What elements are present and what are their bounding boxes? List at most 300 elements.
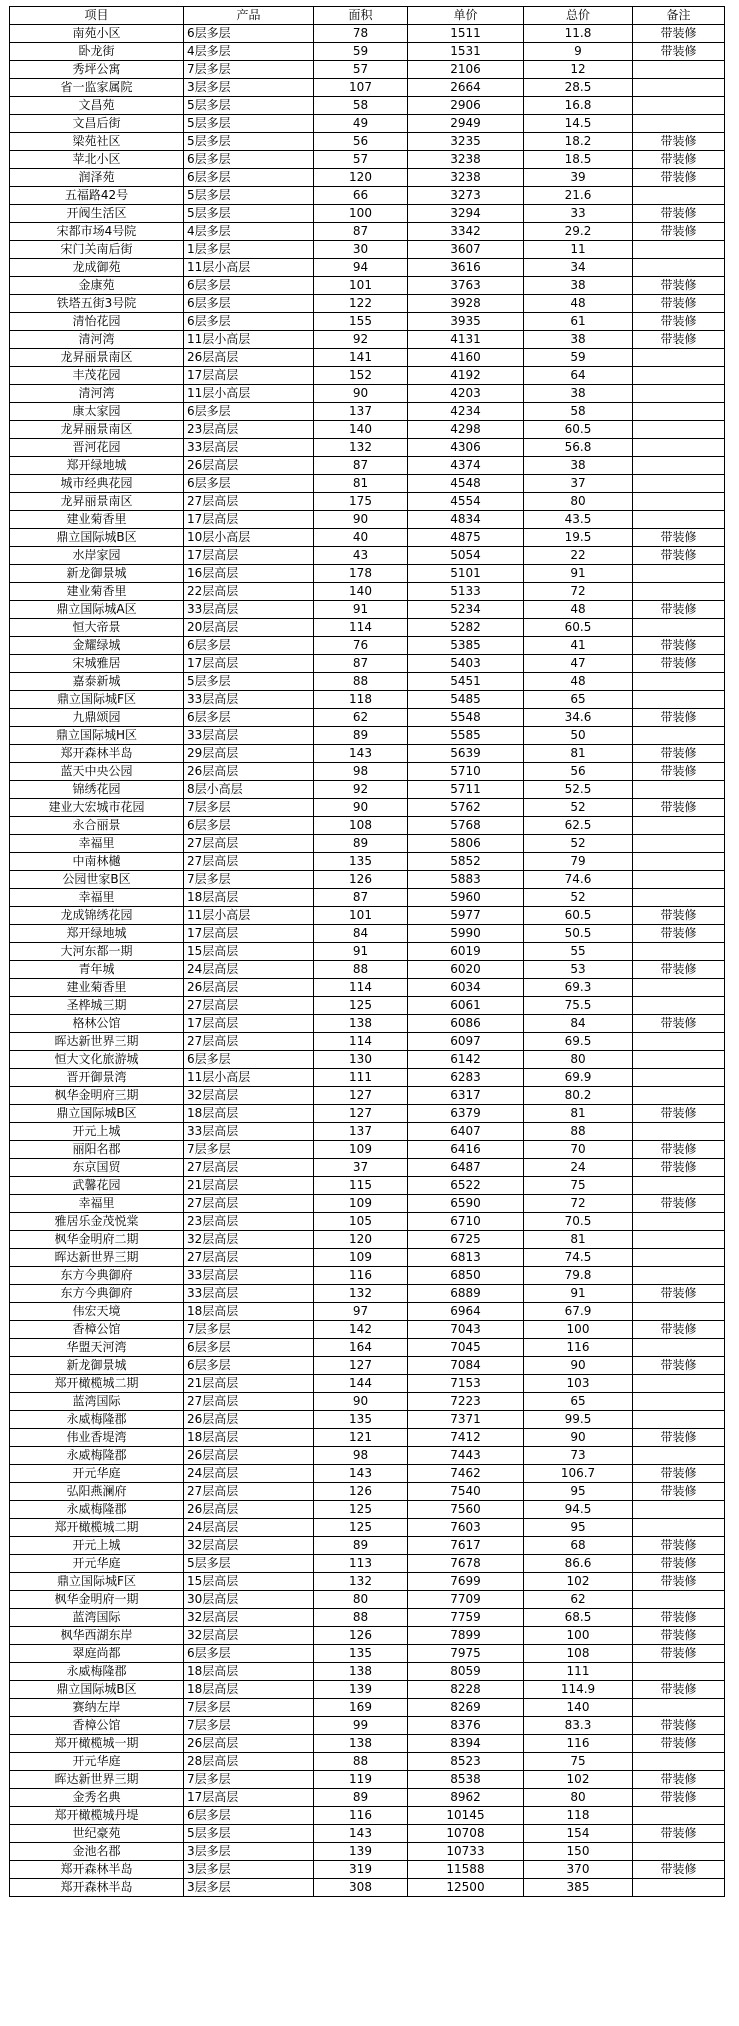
- project-cell: 晖达新世界三期: [10, 1249, 184, 1267]
- project-cell: 武馨花园: [10, 1177, 184, 1195]
- total-price-cell: 72: [524, 583, 633, 601]
- project-cell: 晖达新世界三期: [10, 1771, 184, 1789]
- remark-cell: [633, 439, 725, 457]
- product-cell: 27层高层: [184, 997, 314, 1015]
- unit-price-cell: 7709: [408, 1591, 524, 1609]
- unit-price-cell: 10708: [408, 1825, 524, 1843]
- unit-price-cell: 5234: [408, 601, 524, 619]
- product-cell: 3层多层: [184, 79, 314, 97]
- total-price-cell: 72: [524, 1195, 633, 1213]
- remark-cell: 带装修: [633, 295, 725, 313]
- unit-price-cell: 6522: [408, 1177, 524, 1195]
- table-row: [10, 1555, 725, 1573]
- area-cell: 100: [314, 205, 408, 223]
- product-cell: 6层多层: [184, 817, 314, 835]
- product-cell: 18层高层: [184, 1429, 314, 1447]
- unit-price-cell: 5385: [408, 637, 524, 655]
- project-cell: 香樟公馆: [10, 1321, 184, 1339]
- product-cell: 5层多层: [184, 133, 314, 151]
- remark-cell: [633, 1087, 725, 1105]
- unit-price-cell: 5768: [408, 817, 524, 835]
- unit-price-cell: 7603: [408, 1519, 524, 1537]
- table-row: [10, 781, 725, 799]
- unit-price-cell: 1531: [408, 43, 524, 61]
- area-cell: 308: [314, 1879, 408, 1897]
- total-price-cell: 106.7: [524, 1465, 633, 1483]
- remark-cell: 带装修: [633, 1195, 725, 1213]
- area-cell: 59: [314, 43, 408, 61]
- remark-cell: [633, 403, 725, 421]
- remark-cell: [633, 817, 725, 835]
- remark-cell: [633, 1411, 725, 1429]
- unit-price-cell: 6710: [408, 1213, 524, 1231]
- remark-cell: [633, 1051, 725, 1069]
- table-row: [10, 1177, 725, 1195]
- product-cell: 26层高层: [184, 1501, 314, 1519]
- area-cell: 120: [314, 1231, 408, 1249]
- total-price-cell: 33: [524, 205, 633, 223]
- remark-cell: [633, 781, 725, 799]
- table-row: [10, 1861, 725, 1879]
- remark-cell: [633, 1213, 725, 1231]
- area-cell: 84: [314, 925, 408, 943]
- unit-price-cell: 7084: [408, 1357, 524, 1375]
- product-cell: 26层高层: [184, 1411, 314, 1429]
- table-row: [10, 115, 725, 133]
- area-cell: 175: [314, 493, 408, 511]
- area-cell: 152: [314, 367, 408, 385]
- area-cell: 115: [314, 1177, 408, 1195]
- table-row: [10, 241, 725, 259]
- area-cell: 89: [314, 727, 408, 745]
- unit-price-cell: 8269: [408, 1699, 524, 1717]
- table-row: [10, 1681, 725, 1699]
- product-cell: 5层多层: [184, 673, 314, 691]
- area-cell: 119: [314, 1771, 408, 1789]
- remark-cell: 带装修: [633, 205, 725, 223]
- remark-cell: [633, 349, 725, 367]
- table-row: [10, 1627, 725, 1645]
- project-cell: 鼎立国际城F区: [10, 1573, 184, 1591]
- product-cell: 33层高层: [184, 691, 314, 709]
- project-cell: 新龙御景城: [10, 1357, 184, 1375]
- table-row: [10, 1807, 725, 1825]
- project-cell: 雅居乐金茂悦棠: [10, 1213, 184, 1231]
- total-price-cell: 73: [524, 1447, 633, 1465]
- table-row: [10, 709, 725, 727]
- unit-price-cell: 3928: [408, 295, 524, 313]
- remark-cell: [633, 457, 725, 475]
- project-cell: 恒大文化旅游城: [10, 1051, 184, 1069]
- total-price-cell: 385: [524, 1879, 633, 1897]
- area-cell: 140: [314, 583, 408, 601]
- remark-cell: 带装修: [633, 1357, 725, 1375]
- table-row: [10, 1789, 725, 1807]
- unit-price-cell: 7699: [408, 1573, 524, 1591]
- unit-price-cell: 8538: [408, 1771, 524, 1789]
- total-price-cell: 28.5: [524, 79, 633, 97]
- remark-cell: 带装修: [633, 1015, 725, 1033]
- project-cell: 永威梅隆郡: [10, 1447, 184, 1465]
- total-price-cell: 70: [524, 1141, 633, 1159]
- product-cell: 21层高层: [184, 1375, 314, 1393]
- unit-price-cell: 8394: [408, 1735, 524, 1753]
- unit-price-cell: 5710: [408, 763, 524, 781]
- area-cell: 87: [314, 889, 408, 907]
- table-row: [10, 1285, 725, 1303]
- unit-price-cell: 2664: [408, 79, 524, 97]
- project-cell: 龙成御苑: [10, 259, 184, 277]
- unit-price-cell: 4374: [408, 457, 524, 475]
- total-price-cell: 103: [524, 1375, 633, 1393]
- project-cell: 开元上城: [10, 1123, 184, 1141]
- total-price-cell: 81: [524, 1105, 633, 1123]
- product-cell: 30层高层: [184, 1591, 314, 1609]
- remark-cell: 带装修: [633, 1825, 725, 1843]
- unit-price-cell: 7153: [408, 1375, 524, 1393]
- table-row: [10, 511, 725, 529]
- unit-price-cell: 6034: [408, 979, 524, 997]
- project-cell: 翠庭尚都: [10, 1645, 184, 1663]
- remark-cell: 带装修: [633, 1861, 725, 1879]
- remark-cell: [633, 835, 725, 853]
- unit-price-cell: 6487: [408, 1159, 524, 1177]
- remark-cell: [633, 385, 725, 403]
- area-cell: 140: [314, 421, 408, 439]
- unit-price-cell: 6283: [408, 1069, 524, 1087]
- project-cell: 丰茂花园: [10, 367, 184, 385]
- unit-price-cell: 5806: [408, 835, 524, 853]
- project-cell: 郑开森林半岛: [10, 745, 184, 763]
- unit-price-cell: 6086: [408, 1015, 524, 1033]
- total-price-cell: 56.8: [524, 439, 633, 457]
- remark-cell: [633, 61, 725, 79]
- area-cell: 88: [314, 1609, 408, 1627]
- product-cell: 10层小高层: [184, 529, 314, 547]
- project-cell: 金池名郡: [10, 1843, 184, 1861]
- project-cell: 青年城: [10, 961, 184, 979]
- remark-cell: 带装修: [633, 151, 725, 169]
- total-price-cell: 91: [524, 1285, 633, 1303]
- project-cell: 郑开绿地城: [10, 457, 184, 475]
- project-cell: 鼎立国际城B区: [10, 1105, 184, 1123]
- area-cell: 101: [314, 277, 408, 295]
- area-cell: 178: [314, 565, 408, 583]
- remark-cell: 带装修: [633, 961, 725, 979]
- unit-price-cell: 4203: [408, 385, 524, 403]
- area-cell: 62: [314, 709, 408, 727]
- area-cell: 125: [314, 1519, 408, 1537]
- project-cell: 开元上城: [10, 1537, 184, 1555]
- remark-cell: [633, 727, 725, 745]
- area-cell: 89: [314, 1537, 408, 1555]
- area-cell: 122: [314, 295, 408, 313]
- total-price-cell: 80: [524, 493, 633, 511]
- remark-cell: 带装修: [633, 799, 725, 817]
- total-price-cell: 75.5: [524, 997, 633, 1015]
- unit-price-cell: 7540: [408, 1483, 524, 1501]
- area-cell: 141: [314, 349, 408, 367]
- table-row: [10, 1591, 725, 1609]
- area-cell: 92: [314, 331, 408, 349]
- product-cell: 6层多层: [184, 1807, 314, 1825]
- project-cell: 香樟公馆: [10, 1717, 184, 1735]
- product-cell: 18层高层: [184, 1303, 314, 1321]
- project-cell: 建业菊香里: [10, 583, 184, 601]
- project-cell: 枫华金明府三期: [10, 1087, 184, 1105]
- area-cell: 127: [314, 1357, 408, 1375]
- remark-cell: [633, 1177, 725, 1195]
- table-row: [10, 1411, 725, 1429]
- remark-cell: [633, 1699, 725, 1717]
- area-cell: 89: [314, 1789, 408, 1807]
- product-cell: 33层高层: [184, 1267, 314, 1285]
- remark-cell: [633, 511, 725, 529]
- total-price-cell: 9: [524, 43, 633, 61]
- total-price-cell: 43.5: [524, 511, 633, 529]
- project-cell: 新龙御景城: [10, 565, 184, 583]
- product-cell: 7层多层: [184, 871, 314, 889]
- unit-price-cell: 8962: [408, 1789, 524, 1807]
- remark-cell: 带装修: [633, 331, 725, 349]
- project-cell: 东京国贸: [10, 1159, 184, 1177]
- table-row: [10, 349, 725, 367]
- remark-cell: 带装修: [633, 169, 725, 187]
- total-price-cell: 52.5: [524, 781, 633, 799]
- project-cell: 郑开森林半岛: [10, 1879, 184, 1897]
- project-cell: 郑开橄榄城二期: [10, 1519, 184, 1537]
- table-row: [10, 43, 725, 61]
- remark-cell: [633, 1123, 725, 1141]
- total-price-cell: 79.8: [524, 1267, 633, 1285]
- total-price-cell: 12: [524, 61, 633, 79]
- unit-price-cell: 5054: [408, 547, 524, 565]
- remark-cell: 带装修: [633, 1681, 725, 1699]
- total-price-cell: 88: [524, 1123, 633, 1141]
- total-price-cell: 80.2: [524, 1087, 633, 1105]
- remark-cell: 带装修: [633, 529, 725, 547]
- product-cell: 7层多层: [184, 61, 314, 79]
- area-cell: 101: [314, 907, 408, 925]
- project-cell: 梁苑社区: [10, 133, 184, 151]
- project-cell: 宋都市场4号院: [10, 223, 184, 241]
- table-row: [10, 1123, 725, 1141]
- table-row: [10, 223, 725, 241]
- unit-price-cell: 7043: [408, 1321, 524, 1339]
- table-row: [10, 97, 725, 115]
- product-cell: 6层多层: [184, 1051, 314, 1069]
- unit-price-cell: 5282: [408, 619, 524, 637]
- unit-price-cell: 8523: [408, 1753, 524, 1771]
- product-cell: 6层多层: [184, 277, 314, 295]
- total-price-cell: 48: [524, 295, 633, 313]
- table-row: [10, 619, 725, 637]
- area-cell: 98: [314, 763, 408, 781]
- table-row: [10, 1249, 725, 1267]
- table-row: [10, 1825, 725, 1843]
- product-cell: 17层高层: [184, 655, 314, 673]
- remark-cell: [633, 1501, 725, 1519]
- unit-price-cell: 5711: [408, 781, 524, 799]
- area-cell: 78: [314, 25, 408, 43]
- project-cell: 弘阳燕澜府: [10, 1483, 184, 1501]
- product-cell: 26层高层: [184, 763, 314, 781]
- total-price-cell: 111: [524, 1663, 633, 1681]
- remark-cell: 带装修: [633, 133, 725, 151]
- product-cell: 32层高层: [184, 1231, 314, 1249]
- total-price-cell: 67.9: [524, 1303, 633, 1321]
- remark-cell: [633, 79, 725, 97]
- project-cell: 铁塔五街3号院: [10, 295, 184, 313]
- project-cell: 开元华庭: [10, 1753, 184, 1771]
- table-row: [10, 745, 725, 763]
- table-row: [10, 835, 725, 853]
- area-cell: 114: [314, 619, 408, 637]
- project-cell: 永威梅隆郡: [10, 1411, 184, 1429]
- unit-price-cell: 6850: [408, 1267, 524, 1285]
- header-unit-price: 单价: [408, 7, 524, 25]
- product-cell: 27层高层: [184, 835, 314, 853]
- total-price-cell: 90: [524, 1429, 633, 1447]
- table-row: [10, 1753, 725, 1771]
- remark-cell: 带装修: [633, 1285, 725, 1303]
- total-price-cell: 84: [524, 1015, 633, 1033]
- total-price-cell: 48: [524, 601, 633, 619]
- table-row: [10, 1393, 725, 1411]
- unit-price-cell: 6142: [408, 1051, 524, 1069]
- total-price-cell: 74.5: [524, 1249, 633, 1267]
- table-row: [10, 1879, 725, 1897]
- unit-price-cell: 6061: [408, 997, 524, 1015]
- area-cell: 56: [314, 133, 408, 151]
- product-cell: 6层多层: [184, 1357, 314, 1375]
- total-price-cell: 81: [524, 745, 633, 763]
- product-cell: 15层高层: [184, 1573, 314, 1591]
- unit-price-cell: 5762: [408, 799, 524, 817]
- project-cell: 水岸家园: [10, 547, 184, 565]
- product-cell: 24层高层: [184, 1465, 314, 1483]
- total-price-cell: 65: [524, 691, 633, 709]
- unit-price-cell: 4306: [408, 439, 524, 457]
- product-cell: 17层高层: [184, 1015, 314, 1033]
- unit-price-cell: 6097: [408, 1033, 524, 1051]
- area-cell: 114: [314, 1033, 408, 1051]
- total-price-cell: 53: [524, 961, 633, 979]
- product-cell: 6层多层: [184, 1339, 314, 1357]
- total-price-cell: 154: [524, 1825, 633, 1843]
- remark-cell: [633, 115, 725, 133]
- product-cell: 11层小高层: [184, 385, 314, 403]
- remark-cell: [633, 1393, 725, 1411]
- remark-cell: 带装修: [633, 1645, 725, 1663]
- unit-price-cell: 8228: [408, 1681, 524, 1699]
- total-price-cell: 50.5: [524, 925, 633, 943]
- product-cell: 4层多层: [184, 223, 314, 241]
- area-cell: 87: [314, 655, 408, 673]
- total-price-cell: 74.6: [524, 871, 633, 889]
- remark-cell: 带装修: [633, 601, 725, 619]
- table-row: [10, 1087, 725, 1105]
- area-cell: 91: [314, 601, 408, 619]
- unit-price-cell: 5977: [408, 907, 524, 925]
- table-row: [10, 997, 725, 1015]
- total-price-cell: 59: [524, 349, 633, 367]
- product-cell: 5层多层: [184, 1825, 314, 1843]
- total-price-cell: 69.3: [524, 979, 633, 997]
- area-cell: 319: [314, 1861, 408, 1879]
- total-price-cell: 69.5: [524, 1033, 633, 1051]
- total-price-cell: 68: [524, 1537, 633, 1555]
- total-price-cell: 38: [524, 277, 633, 295]
- table-row: [10, 691, 725, 709]
- product-cell: 33层高层: [184, 1123, 314, 1141]
- area-cell: 143: [314, 1825, 408, 1843]
- area-cell: 118: [314, 691, 408, 709]
- product-cell: 5层多层: [184, 97, 314, 115]
- property-price-table: [9, 6, 725, 1897]
- area-cell: 66: [314, 187, 408, 205]
- table-row: [10, 817, 725, 835]
- remark-cell: 带装修: [633, 1717, 725, 1735]
- project-cell: 省一监家属院: [10, 79, 184, 97]
- unit-price-cell: 3235: [408, 133, 524, 151]
- table-row: [10, 1321, 725, 1339]
- unit-price-cell: 6019: [408, 943, 524, 961]
- product-cell: 26层高层: [184, 349, 314, 367]
- project-cell: 格林公馆: [10, 1015, 184, 1033]
- table-row: [10, 187, 725, 205]
- total-price-cell: 41: [524, 637, 633, 655]
- product-cell: 6层多层: [184, 709, 314, 727]
- remark-cell: [633, 1519, 725, 1537]
- total-price-cell: 60.5: [524, 619, 633, 637]
- total-price-cell: 79: [524, 853, 633, 871]
- table-row: [10, 1267, 725, 1285]
- remark-cell: [633, 691, 725, 709]
- area-cell: 90: [314, 511, 408, 529]
- unit-price-cell: 3294: [408, 205, 524, 223]
- total-price-cell: 90: [524, 1357, 633, 1375]
- area-cell: 88: [314, 673, 408, 691]
- remark-cell: [633, 1753, 725, 1771]
- project-cell: 郑开绿地城: [10, 925, 184, 943]
- total-price-cell: 80: [524, 1051, 633, 1069]
- area-cell: 113: [314, 1555, 408, 1573]
- project-cell: 建业菊香里: [10, 979, 184, 997]
- total-price-cell: 34.6: [524, 709, 633, 727]
- table-row: [10, 889, 725, 907]
- project-cell: 晋河花园: [10, 439, 184, 457]
- product-cell: 17层高层: [184, 1789, 314, 1807]
- project-cell: 华盟天河湾: [10, 1339, 184, 1357]
- project-cell: 文昌苑: [10, 97, 184, 115]
- remark-cell: 带装修: [633, 1555, 725, 1573]
- product-cell: 4层多层: [184, 43, 314, 61]
- product-cell: 18层高层: [184, 1105, 314, 1123]
- area-cell: 137: [314, 403, 408, 421]
- product-cell: 11层小高层: [184, 907, 314, 925]
- project-cell: 建业菊香里: [10, 511, 184, 529]
- area-cell: 40: [314, 529, 408, 547]
- remark-cell: [633, 1663, 725, 1681]
- table-row: [10, 1465, 725, 1483]
- area-cell: 169: [314, 1699, 408, 1717]
- project-cell: 龙昇丽景南区: [10, 493, 184, 511]
- remark-cell: [633, 1591, 725, 1609]
- area-cell: 76: [314, 637, 408, 655]
- total-price-cell: 61: [524, 313, 633, 331]
- remark-cell: 带装修: [633, 1735, 725, 1753]
